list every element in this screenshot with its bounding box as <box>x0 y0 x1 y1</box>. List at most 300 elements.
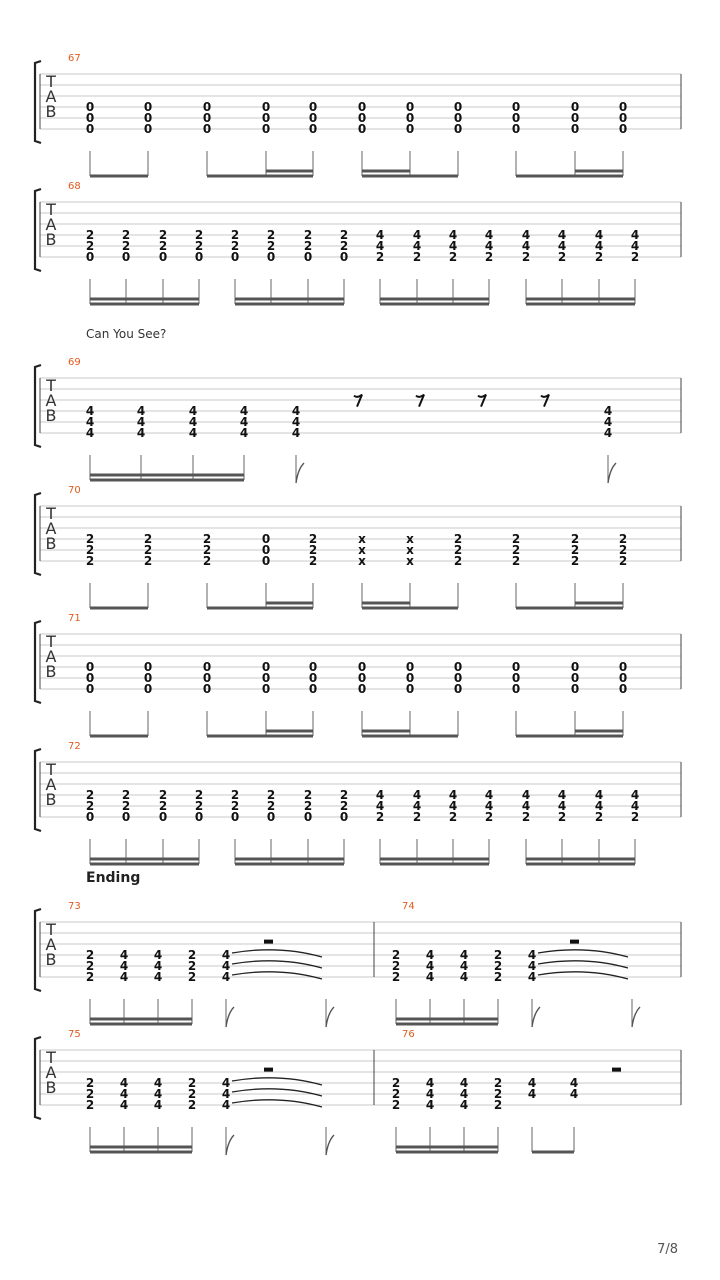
tab-system <box>35 53 681 176</box>
fret-number: 2 <box>339 239 349 253</box>
fret-number: 2 <box>143 532 153 546</box>
fret-number: 2 <box>158 239 168 253</box>
fret-number: 2 <box>230 788 240 802</box>
whole-rest <box>570 940 579 944</box>
fret-number: 4 <box>221 970 231 984</box>
fret-number: 4 <box>527 959 537 973</box>
fret-number: 4 <box>459 970 469 984</box>
fret-number: 2 <box>493 948 503 962</box>
half-rest <box>612 1068 621 1072</box>
fret-number: 2 <box>391 970 401 984</box>
fret-number: 0 <box>143 111 153 125</box>
fret-number: 0 <box>570 111 580 125</box>
fret-number: 2 <box>121 239 131 253</box>
fret-number: 0 <box>266 810 276 824</box>
fret-number: 2 <box>230 799 240 813</box>
fret-number: 4 <box>484 228 494 242</box>
fret-number: 2 <box>303 239 313 253</box>
fret-number: 2 <box>187 1087 197 1101</box>
fret-number: 2 <box>308 554 318 568</box>
fret-number: 0 <box>618 660 628 674</box>
fret-number: 4 <box>221 959 231 973</box>
fret-number: 0 <box>85 122 95 136</box>
fret-number: 2 <box>618 543 628 557</box>
fret-number: 0 <box>511 122 521 136</box>
fret-number: 2 <box>121 228 131 242</box>
fret-number: 4 <box>136 415 146 429</box>
measure-number: 68 <box>68 181 81 192</box>
fret-number: x <box>406 532 414 546</box>
fret-number: 2 <box>618 532 628 546</box>
tab-systems <box>35 53 681 1155</box>
fret-number: 2 <box>391 1087 401 1101</box>
tab-clef-letter: A <box>45 647 57 666</box>
fret-number: 0 <box>261 554 271 568</box>
fret-number: 2 <box>202 554 212 568</box>
tie-arc <box>232 950 322 957</box>
eighth-rest <box>541 395 549 407</box>
fret-number: 0 <box>308 660 318 674</box>
fret-number: 0 <box>85 682 95 696</box>
fret-number: 4 <box>459 959 469 973</box>
measure-number: 76 <box>402 1029 415 1040</box>
fret-number: 4 <box>557 228 567 242</box>
tab-clef-letter: T <box>46 200 56 219</box>
fret-number: 2 <box>412 810 422 824</box>
fret-number: 4 <box>594 799 604 813</box>
fret-number: x <box>358 532 366 546</box>
fret-number: 0 <box>158 810 168 824</box>
fret-number: 2 <box>570 554 580 568</box>
tab-clef-letter: A <box>45 519 57 538</box>
fret-number: 4 <box>375 799 385 813</box>
note-flag <box>326 1007 334 1027</box>
fret-number: 2 <box>448 250 458 264</box>
fret-number: 2 <box>187 948 197 962</box>
fret-number: 2 <box>143 543 153 557</box>
fret-number: 0 <box>85 100 95 114</box>
fret-number: 0 <box>85 810 95 824</box>
fret-number: 0 <box>308 111 318 125</box>
fret-number: 4 <box>375 788 385 802</box>
tab-clef-letter: B <box>45 1078 57 1097</box>
fret-number: 0 <box>85 111 95 125</box>
fret-number: 4 <box>425 1098 435 1112</box>
fret-number: 4 <box>569 1076 579 1090</box>
fret-number: 0 <box>570 100 580 114</box>
fret-number: 2 <box>121 788 131 802</box>
fret-number: 4 <box>119 948 129 962</box>
fret-number: 2 <box>594 250 604 264</box>
tie-arc <box>232 1078 322 1085</box>
fret-number: 2 <box>484 810 494 824</box>
tie-arc <box>232 972 322 979</box>
tab-system <box>35 1029 681 1155</box>
fret-number: 4 <box>221 1098 231 1112</box>
fret-number: 0 <box>194 250 204 264</box>
fret-number: 2 <box>85 239 95 253</box>
fret-number: 0 <box>511 671 521 685</box>
fret-number: 2 <box>557 250 567 264</box>
fret-number: 4 <box>425 970 435 984</box>
fret-number: 0 <box>143 660 153 674</box>
fret-number: 4 <box>484 239 494 253</box>
fret-number: x <box>406 543 414 557</box>
fret-number: 4 <box>557 239 567 253</box>
measure-number: 69 <box>68 357 81 368</box>
fret-number: 0 <box>618 111 628 125</box>
fret-number: 4 <box>412 799 422 813</box>
fret-number: 2 <box>187 1076 197 1090</box>
fret-number: 4 <box>119 1087 129 1101</box>
fret-number: 0 <box>261 100 271 114</box>
tab-clef-letter: T <box>46 504 56 523</box>
fret-number: 2 <box>85 1098 95 1112</box>
measure-number: 67 <box>68 53 81 64</box>
fret-number: 4 <box>85 404 95 418</box>
fret-number: 4 <box>630 228 640 242</box>
fret-number: 0 <box>570 660 580 674</box>
fret-number: 0 <box>261 671 271 685</box>
tab-clef-letter: T <box>46 760 56 779</box>
fret-number: 4 <box>291 404 301 418</box>
fret-number: 4 <box>188 415 198 429</box>
fret-number: 4 <box>291 415 301 429</box>
fret-number: 2 <box>85 554 95 568</box>
fret-number: 4 <box>85 426 95 440</box>
fret-number: 0 <box>511 100 521 114</box>
fret-number: 4 <box>459 1098 469 1112</box>
fret-number: 4 <box>221 1076 231 1090</box>
fret-number: 2 <box>493 1076 503 1090</box>
fret-number: 4 <box>153 970 163 984</box>
tab-clef-letter: A <box>45 87 57 106</box>
fret-number: 4 <box>239 404 249 418</box>
fret-number: 0 <box>357 660 367 674</box>
fret-number: 4 <box>153 959 163 973</box>
fret-number: 4 <box>630 799 640 813</box>
fret-number: 0 <box>308 122 318 136</box>
fret-number: 0 <box>143 682 153 696</box>
fret-number: 0 <box>453 111 463 125</box>
fret-number: 0 <box>405 660 415 674</box>
fret-number: 4 <box>484 799 494 813</box>
fret-number: 2 <box>493 1087 503 1101</box>
tab-clef-letter: T <box>46 920 56 939</box>
fret-number: 0 <box>570 682 580 696</box>
fret-number: 2 <box>158 799 168 813</box>
fret-number: 0 <box>405 682 415 696</box>
tab-clef-letter: A <box>45 935 57 954</box>
fret-number: 2 <box>194 799 204 813</box>
fret-number: 4 <box>221 948 231 962</box>
page-number: 7/8 <box>657 1242 678 1257</box>
fret-number: 2 <box>187 1098 197 1112</box>
fret-number: 2 <box>194 788 204 802</box>
fret-number: 2 <box>85 532 95 546</box>
fret-number: 0 <box>405 671 415 685</box>
fret-number: 0 <box>261 111 271 125</box>
fret-number: 4 <box>630 239 640 253</box>
whole-rest <box>264 1068 273 1072</box>
fret-number: 4 <box>188 426 198 440</box>
fret-number: 2 <box>85 788 95 802</box>
fret-number: 2 <box>448 810 458 824</box>
fret-number: 4 <box>119 1098 129 1112</box>
fret-number: 2 <box>412 250 422 264</box>
fret-number: 0 <box>453 660 463 674</box>
fret-number: 4 <box>557 799 567 813</box>
fret-number: 0 <box>618 671 628 685</box>
fret-number: 2 <box>85 1087 95 1101</box>
fret-number: 4 <box>448 239 458 253</box>
fret-number: 0 <box>303 250 313 264</box>
fret-number: 4 <box>603 404 613 418</box>
fret-number: 2 <box>158 228 168 242</box>
fret-number: 0 <box>453 671 463 685</box>
fret-number: 4 <box>527 948 537 962</box>
fret-number: 4 <box>594 239 604 253</box>
fret-number: 4 <box>425 1087 435 1101</box>
fret-number: 0 <box>357 671 367 685</box>
fret-number: 2 <box>493 970 503 984</box>
fret-number: 2 <box>85 799 95 813</box>
fret-number: 2 <box>618 554 628 568</box>
fret-number: 0 <box>202 122 212 136</box>
fret-number: 0 <box>405 111 415 125</box>
fret-number: 0 <box>202 671 212 685</box>
fret-number: 2 <box>511 554 521 568</box>
fret-number: 0 <box>511 682 521 696</box>
fret-number: 0 <box>230 250 240 264</box>
fret-number: 4 <box>484 788 494 802</box>
tab-clef-letter: A <box>45 391 57 410</box>
fret-number: 0 <box>453 682 463 696</box>
fret-number: 2 <box>187 959 197 973</box>
tab-system <box>35 485 681 608</box>
fret-number: 4 <box>119 1076 129 1090</box>
tab-clef-letter: A <box>45 1063 57 1082</box>
eighth-rest <box>478 395 486 407</box>
fret-number: 0 <box>85 660 95 674</box>
section-label-can-you-see: Can You See? <box>86 327 167 341</box>
fret-number: 4 <box>603 426 613 440</box>
tab-clef-letter: B <box>45 406 57 425</box>
tie-arc <box>232 1089 322 1096</box>
fret-number: 0 <box>618 682 628 696</box>
fret-number: 2 <box>85 948 95 962</box>
fret-number: 0 <box>266 250 276 264</box>
tab-clef-letter: B <box>45 534 57 553</box>
fret-number: 2 <box>521 810 531 824</box>
fret-number: 4 <box>527 1076 537 1090</box>
fret-number: 0 <box>308 682 318 696</box>
fret-number: 0 <box>261 532 271 546</box>
fret-number: 4 <box>527 1087 537 1101</box>
fret-number: 0 <box>85 671 95 685</box>
fret-number: 0 <box>357 111 367 125</box>
fret-number: 0 <box>158 250 168 264</box>
fret-number: 0 <box>618 100 628 114</box>
fret-number: 0 <box>357 122 367 136</box>
tab-system <box>35 741 681 864</box>
fret-number: 4 <box>425 1076 435 1090</box>
measure-number: 73 <box>68 901 81 912</box>
fret-number: 0 <box>308 100 318 114</box>
note-flag <box>226 1007 234 1027</box>
tab-system <box>35 613 681 736</box>
fret-number: 0 <box>511 660 521 674</box>
note-flag <box>226 1135 234 1155</box>
measure-number: 74 <box>402 901 415 912</box>
measure-number: 70 <box>68 485 81 496</box>
fret-number: 2 <box>511 532 521 546</box>
tab-clef-letter: T <box>46 72 56 91</box>
measure-number: 72 <box>68 741 81 752</box>
fret-number: 2 <box>187 970 197 984</box>
fret-number: 4 <box>603 415 613 429</box>
measure-number: 71 <box>68 613 81 624</box>
fret-number: 4 <box>375 239 385 253</box>
fret-number: 4 <box>153 948 163 962</box>
fret-number: 2 <box>511 543 521 557</box>
fret-number: 2 <box>453 543 463 557</box>
fret-number: 4 <box>119 970 129 984</box>
note-flag <box>296 463 304 483</box>
fret-number: 2 <box>230 239 240 253</box>
fret-number: x <box>358 543 366 557</box>
fret-number: 0 <box>202 682 212 696</box>
fret-number: 4 <box>412 228 422 242</box>
fret-number: 2 <box>570 532 580 546</box>
fret-number: 0 <box>121 250 131 264</box>
tab-system <box>35 181 681 304</box>
tie-arc <box>232 1100 322 1107</box>
fret-number: 4 <box>412 788 422 802</box>
tab-clef-letter: B <box>45 662 57 681</box>
fret-number: 2 <box>375 250 385 264</box>
tab-clef-letter: T <box>46 376 56 395</box>
fret-number: 2 <box>194 239 204 253</box>
fret-number: 2 <box>303 228 313 242</box>
fret-number: 2 <box>630 250 640 264</box>
fret-number: 2 <box>121 799 131 813</box>
fret-number: 2 <box>391 948 401 962</box>
fret-number: 2 <box>453 554 463 568</box>
tab-system <box>35 357 681 483</box>
note-flag <box>608 463 616 483</box>
tab-clef-letter: T <box>46 632 56 651</box>
fret-number: 2 <box>308 543 318 557</box>
tab-clef-letter: B <box>45 790 57 809</box>
fret-number: 4 <box>153 1098 163 1112</box>
fret-number: 0 <box>202 660 212 674</box>
fret-number: 4 <box>459 1087 469 1101</box>
tab-clef-letter: B <box>45 950 57 969</box>
fret-number: 2 <box>375 810 385 824</box>
fret-number: 4 <box>521 239 531 253</box>
fret-number: 2 <box>303 788 313 802</box>
fret-number: 2 <box>85 228 95 242</box>
fret-number: 4 <box>412 239 422 253</box>
fret-number: 2 <box>266 228 276 242</box>
fret-number: 4 <box>119 959 129 973</box>
fret-number: 2 <box>308 532 318 546</box>
fret-number: 0 <box>261 543 271 557</box>
fret-number: 2 <box>557 810 567 824</box>
fret-number: 2 <box>453 532 463 546</box>
fret-number: 4 <box>153 1087 163 1101</box>
fret-number: 0 <box>261 660 271 674</box>
note-flag <box>326 1135 334 1155</box>
fret-number: 0 <box>405 100 415 114</box>
fret-number: 2 <box>391 959 401 973</box>
fret-number: 0 <box>85 250 95 264</box>
fret-number: 4 <box>425 948 435 962</box>
fret-number: 2 <box>570 543 580 557</box>
fret-number: 0 <box>303 810 313 824</box>
fret-number: 0 <box>511 111 521 125</box>
fret-number: 4 <box>85 415 95 429</box>
fret-number: 2 <box>202 532 212 546</box>
whole-rest <box>264 940 273 944</box>
fret-number: 2 <box>303 799 313 813</box>
tab-clef-letter: A <box>45 775 57 794</box>
fret-number: 0 <box>339 810 349 824</box>
fret-number: 2 <box>85 543 95 557</box>
fret-number: 4 <box>521 228 531 242</box>
tab-clef-letter: B <box>45 102 57 121</box>
fret-number: 4 <box>425 959 435 973</box>
fret-number: 0 <box>570 122 580 136</box>
fret-number: 0 <box>261 122 271 136</box>
fret-number: 2 <box>230 228 240 242</box>
fret-number: 4 <box>594 788 604 802</box>
fret-number: 4 <box>153 1076 163 1090</box>
fret-number: 0 <box>570 671 580 685</box>
fret-number: 4 <box>448 228 458 242</box>
tie-arc <box>538 950 628 957</box>
eighth-rest <box>354 395 362 407</box>
fret-number: 4 <box>448 788 458 802</box>
fret-number: 2 <box>594 810 604 824</box>
fret-number: 2 <box>521 250 531 264</box>
fret-number: 4 <box>630 788 640 802</box>
fret-number: 4 <box>136 404 146 418</box>
fret-number: 2 <box>339 799 349 813</box>
fret-number: 2 <box>85 970 95 984</box>
fret-number: 0 <box>339 250 349 264</box>
fret-number: 2 <box>339 788 349 802</box>
fret-number: 2 <box>493 1098 503 1112</box>
fret-number: 0 <box>121 810 131 824</box>
fret-number: 4 <box>188 404 198 418</box>
fret-number: 2 <box>484 250 494 264</box>
fret-number: 0 <box>194 810 204 824</box>
section-label-ending: Ending <box>86 870 141 886</box>
fret-number: 2 <box>85 959 95 973</box>
fret-number: 0 <box>202 100 212 114</box>
tab-clef-letter: T <box>46 1048 56 1067</box>
fret-number: 4 <box>459 1076 469 1090</box>
fret-number: 4 <box>569 1087 579 1101</box>
fret-number: 0 <box>453 100 463 114</box>
fret-number: 0 <box>143 122 153 136</box>
tab-clef-letter: B <box>45 230 57 249</box>
fret-number: 0 <box>357 682 367 696</box>
fret-number: 2 <box>266 799 276 813</box>
fret-number: 0 <box>261 682 271 696</box>
